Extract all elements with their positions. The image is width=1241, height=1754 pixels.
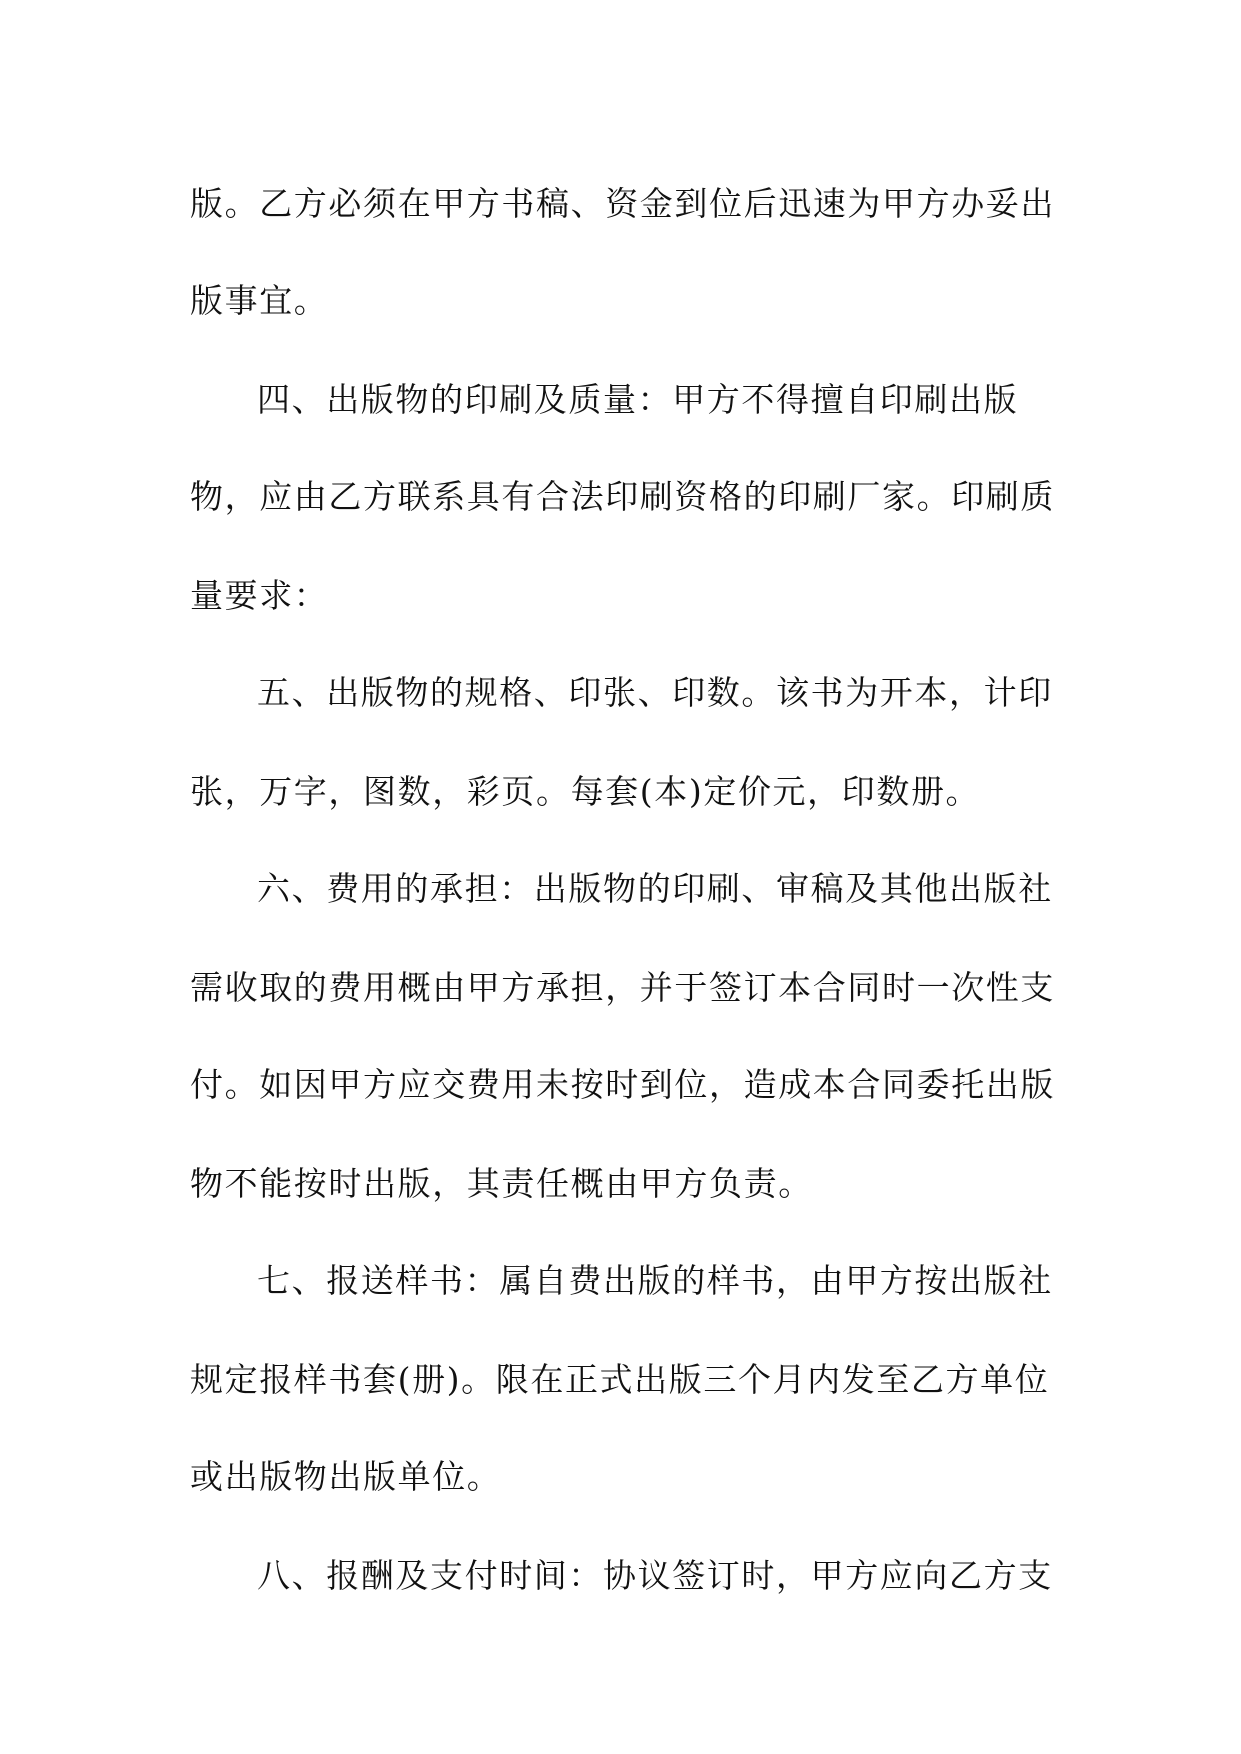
text-line-4: 物，应由乙方联系具有合法印刷资格的印刷厂家。印刷质	[190, 477, 1055, 516]
text-line-7: 张，万字，图数，彩页。每套(本)定价元，印数册。	[190, 772, 981, 811]
text-line-2: 版事宜。	[190, 281, 329, 320]
section-8-heading-line: 八、报酬及支付时间：协议签订时，甲方应向乙方支	[257, 1556, 1053, 1595]
section-4-heading-line: 四、出版物的印刷及质量：甲方不得擅自印刷出版	[257, 380, 1019, 419]
section-7-heading-line: 七、报送样书：属自费出版的样书，由甲方按出版社	[257, 1261, 1053, 1300]
text-line-10: 付。如因甲方应交费用未按时到位，造成本合同委托出版	[190, 1065, 1055, 1104]
text-line-14: 或出版物出版单位。	[190, 1457, 502, 1496]
text-line-11: 物不能按时出版，其责任概由甲方负责。	[190, 1164, 813, 1203]
text-line-13: 规定报样书套(册)。限在正式出版三个月内发至乙方单位	[190, 1360, 1050, 1399]
text-line-1: 版。乙方必须在甲方书稿、资金到位后迅速为甲方办妥出	[190, 184, 1055, 223]
section-6-heading-line: 六、费用的承担：出版物的印刷、审稿及其他出版社	[257, 869, 1053, 908]
text-line-5: 量要求：	[190, 576, 329, 615]
section-5-heading-line: 五、出版物的规格、印张、印数。该书为开本，计印	[257, 673, 1053, 712]
text-line-9: 需收取的费用概由甲方承担，并于签订本合同时一次性支	[190, 968, 1055, 1007]
